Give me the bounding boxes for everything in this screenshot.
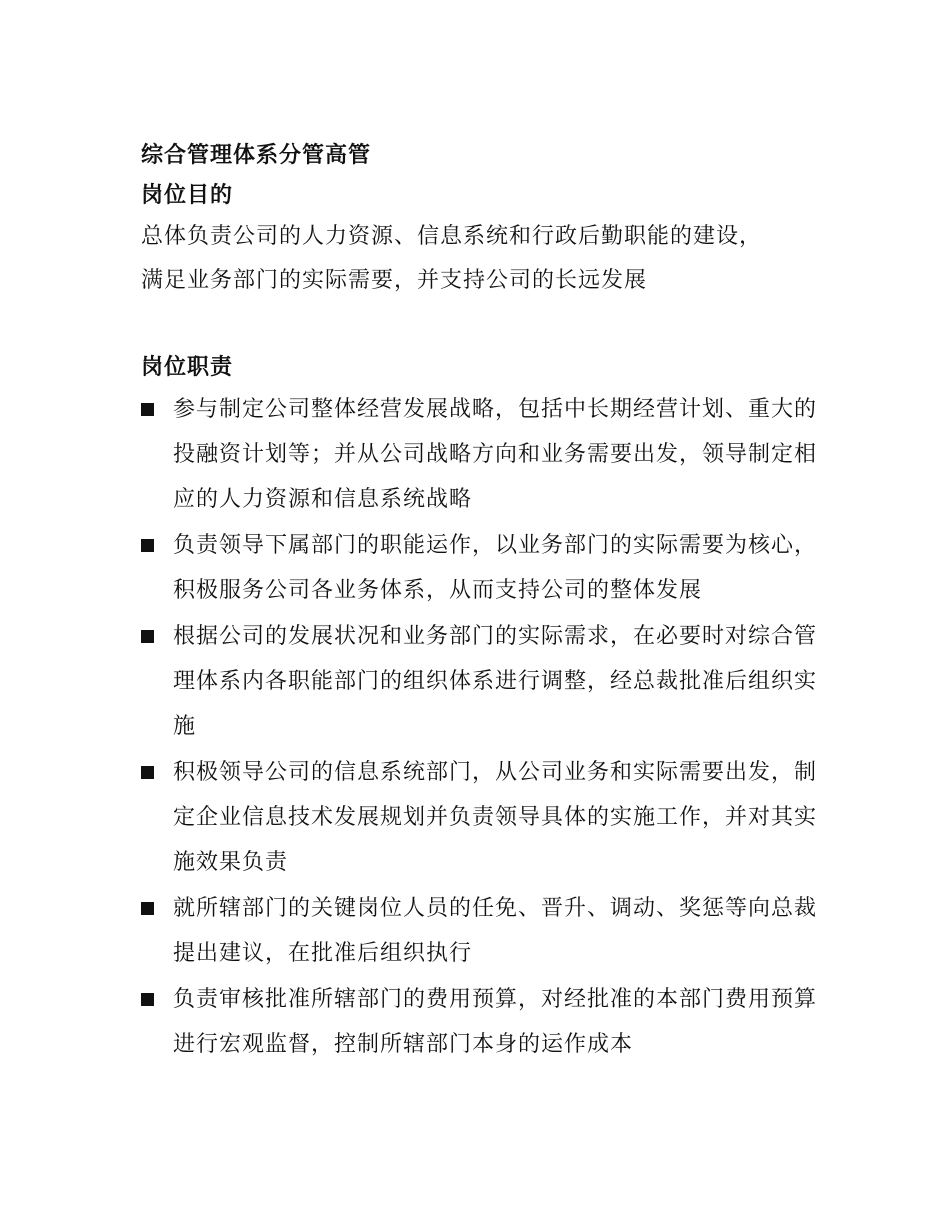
document-page <box>141 135 821 1068</box>
duties-list <box>141 387 821 1067</box>
duty-text: 积极领导公司的信息系统部门，从公司业务和实际需要出发，制定企业信息技术发展规划并负责领导具体的实施工作，并对其实施效果负责 <box>173 760 818 875</box>
duty-item <box>141 523 821 613</box>
purpose-line: 总体负责公司的人力资源、信息系统和行政后勤职能的建设， <box>141 224 763 249</box>
duty-text: 负责审核批准所辖部门的费用预算，对经批准的本部门费用预算进行宏观监督，控制所辖部门本身的运作成本 <box>173 987 818 1057</box>
duty-text: 负责领导下属部门的职能运作，以业务部门的实际需要为核心，积极服务公司各业务体系，从而支持公司的整体发展 <box>173 533 818 603</box>
purpose-heading: 岗位目的 <box>141 182 234 208</box>
duty-item <box>141 977 821 1067</box>
duty-item <box>141 387 821 522</box>
square-bullet-icon <box>141 539 154 552</box>
duty-item <box>141 750 821 885</box>
section-spacer <box>141 303 821 347</box>
duty-text: 根据公司的发展状况和业务部门的实际需求，在必要时对综合管理体系内各职能部门的组织体系进行调整，经总裁批准后组织实施 <box>173 624 818 739</box>
square-bullet-icon <box>141 403 154 416</box>
duty-text: 就所辖部门的关键岗位人员的任免、晋升、调动、奖惩等向总裁提出建议，在批准后组织执行 <box>173 896 818 966</box>
duties-heading: 岗位职责 <box>141 354 234 380</box>
square-bullet-icon <box>141 993 154 1006</box>
duty-item <box>141 614 821 749</box>
square-bullet-icon <box>141 630 154 643</box>
square-bullet-icon <box>141 902 154 915</box>
duty-item <box>141 886 821 976</box>
duty-text: 参与制定公司整体经营发展战略，包括中长期经营计划、重大的投融资计划等；并从公司战略方向和业务需要出发，领导制定相应的人力资源和信息系统战略 <box>173 397 818 512</box>
document-title: 综合管理体系分管高管 <box>141 142 372 168</box>
square-bullet-icon <box>141 766 154 779</box>
purpose-line: 满足业务部门的实际需要，并支持公司的长远发展 <box>141 268 648 293</box>
